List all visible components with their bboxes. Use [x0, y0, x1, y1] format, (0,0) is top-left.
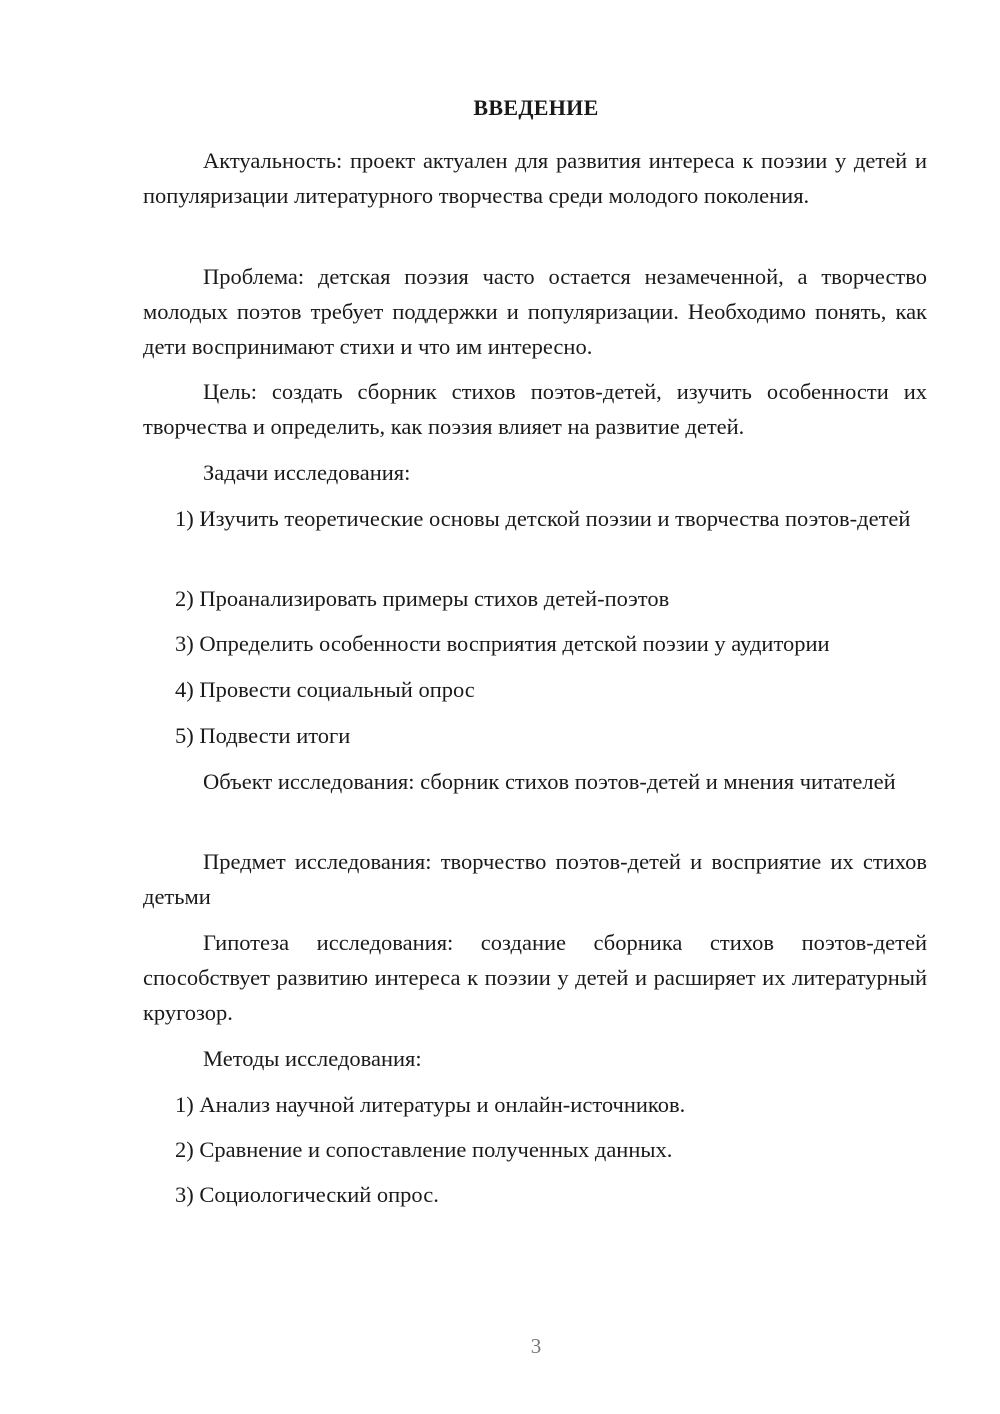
- page-number: 3: [530, 1334, 542, 1358]
- method-item: 2) Сравнение и сопоставление полученных данных.: [175, 1137, 673, 1162]
- task-item: 5) Подвести итоги: [175, 723, 351, 748]
- task-item: 3) Определить особенности восприятия детской поэзии у аудитории: [175, 631, 830, 656]
- object-paragraph: Объект исследования: сборник стихов поэтов-детей и мнения читателей: [203, 769, 896, 794]
- relevance-paragraph: Актуальность: проект актуален для развития интереса к поэзии у детей и популяризации литературного творчества среди молодого поколения.: [143, 148, 927, 208]
- method-item: 1) Анализ научной литературы и онлайн-источников.: [175, 1092, 686, 1117]
- page-title: ВВЕДЕНИЕ: [473, 95, 599, 120]
- method-item: 3) Социологический опрос.: [175, 1182, 439, 1207]
- subject-paragraph: Предмет исследования: творчество поэтов-детей и восприятие их стихов детьми: [143, 849, 927, 909]
- hypothesis-paragraph: Гипотеза исследования: создание сборника стихов поэтов-детей способствует развитию интереса к поэзии у детей и расширяет их литературный кругозор.: [143, 930, 927, 1025]
- task-item: 1) Изучить теоретические основы детской поэзии и творчества поэтов-детей: [175, 506, 911, 531]
- methods-heading: Методы исследования:: [203, 1046, 422, 1071]
- task-item: 2) Проанализировать примеры стихов детей-поэтов: [175, 586, 670, 611]
- task-item: 4) Провести социальный опрос: [175, 677, 475, 702]
- problem-paragraph: Проблема: детская поэзия часто остается незамеченной, а творчество молодых поэтов требует поддержки и популяризации. Необходимо понять, как дети воспринимают стихи и что им интересно.: [143, 264, 927, 359]
- tasks-heading: Задачи исследования:: [203, 460, 411, 485]
- goal-paragraph: Цель: создать сборник стихов поэтов-детей, изучить особенности их творчества и определить, как поэзия влияет на развитие детей.: [143, 379, 927, 439]
